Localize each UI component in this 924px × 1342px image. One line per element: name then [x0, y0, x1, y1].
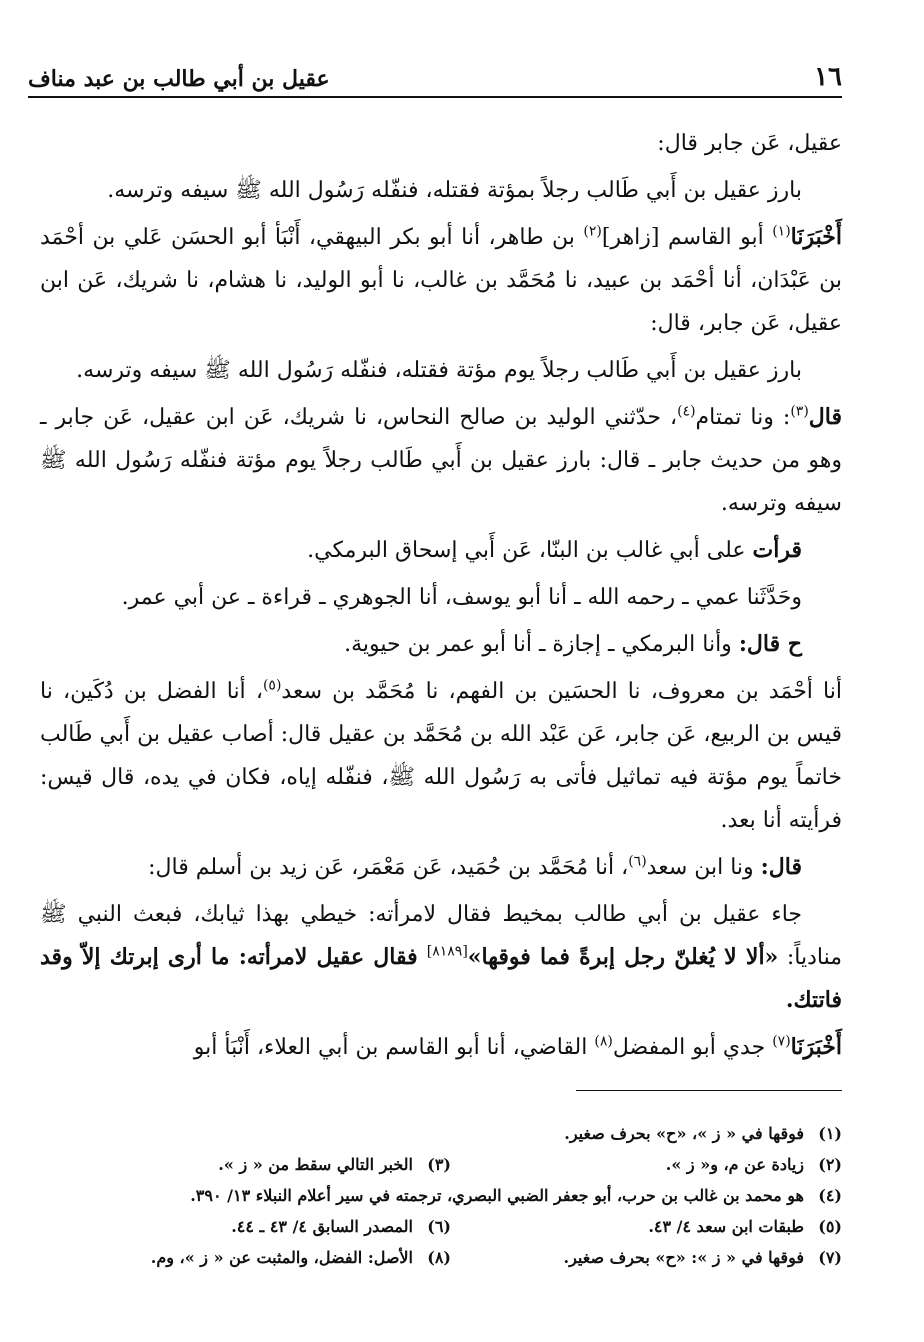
paragraph [40, 670, 842, 842]
paragraph [40, 529, 842, 572]
footnote [564, 1118, 842, 1149]
paragraph [40, 576, 842, 619]
footnote-row [60, 1149, 842, 1180]
footnote-number: (٣) [427, 1155, 451, 1174]
paragraph-text: ، أنا مُحَمَّد بن حُمَيد، عَن مَعْمَر، عَن زيد بن أسلم قال: [148, 855, 629, 880]
footnote-number: (١) [818, 1124, 842, 1143]
hadith-quote: «ألا لا يُغلنّ رجل إبرةً فما فوقها» [467, 944, 779, 970]
footnote-text: فوقها في « ز »: «ح» بحرف صغير. [563, 1248, 804, 1267]
footnote-marker: (٥) [262, 677, 282, 694]
footnote-row [60, 1180, 842, 1211]
footnote-row [60, 1242, 842, 1273]
footnote [451, 1211, 842, 1242]
footnote-text: فوقها في « ز »، «ح» بحرف صغير. [564, 1124, 804, 1143]
paragraph [40, 623, 842, 666]
paragraph-text: وحَدَّثَنا عمي ـ رحمه الله ـ أنا أبو يوسف، أنا الجوهري ـ قراءة ـ عن أبي عمر. [121, 585, 802, 610]
paragraph-text: وأنا البرمكي ـ إجازة ـ أنا أبو عمر بن حيوية. [344, 632, 739, 657]
footnote-number: (٢) [818, 1155, 842, 1174]
lead-word: قرأت [752, 537, 802, 563]
footnote-text: زيادة عن م، و« ز ». [665, 1155, 804, 1174]
lead-word: أَخْبَرَنَا [790, 1034, 842, 1060]
paragraph-text: على أبي غالب بن البنّا، عَن أَبي إسحاق البرمكي. [307, 538, 753, 563]
footnote-text: المصدر السابق ٤/ ٤٣ ـ ٤٤. [231, 1217, 413, 1236]
footnote-text: الأصل: الفضل، والمثبت عن « ز »، وم. [150, 1248, 413, 1267]
paragraph-text: ، حدّثني الوليد بن صالح النحاس، نا شريك، عَن ابن عقيل، عَن جابر ـ وهو من حديث جابر ـ قال: بارز عقيل بن أَبي طَالب رجلاً يوم مؤتة فنفّله رَسُول الله ﷺ سيفه وترسه. [40, 405, 842, 516]
footnote-marker: (١) [772, 223, 791, 240]
footnote-marker: (٨) [594, 1033, 613, 1050]
footnote [60, 1149, 451, 1180]
paragraph-text: جاء عقيل بن أبي طالب بمخيط فقال لامرأته: خيطي بهذا ثيابك، فبعث النبي ﷺ منادياً: [40, 902, 842, 970]
footnote-number: (٨) [427, 1248, 451, 1267]
running-title: عقيل بن أبي طالب بن عبد مناف [28, 66, 330, 92]
footnote [451, 1242, 842, 1273]
paragraph [40, 893, 842, 1022]
footnote-text: طبقات ابن سعد ٤/ ٤٣. [648, 1217, 804, 1236]
lead-word: قال: [760, 854, 802, 880]
page-number: ١٦ [814, 62, 842, 92]
paragraph-text: ونا ابن سعد [646, 855, 761, 880]
paragraph [40, 396, 842, 525]
paragraph-text: أنا أحْمَد بن معروف، نا الحسَين بن الفهم، نا مُحَمَّد بن سعد [281, 679, 842, 704]
footnote-marker: (٣) [790, 403, 809, 420]
footnote-number: (٦) [427, 1217, 451, 1236]
footnote-marker: (٧) [772, 1033, 791, 1050]
footnote [60, 1211, 451, 1242]
paragraph-text: ، أنا الفضل بن دُكَين، نا قيس بن الربيع، عَن جابر، عَن عَبْد الله بن مُحَمَّد بن عقيل قال: أصاب عقيل بن أَبي طَالب خاتماً يوم مؤتة فيه تماثيل فأتى به رَسُول الله ﷺ، فنفّله إياه، فكان في يده، قال قيس: فرأيته أنا بعد. [40, 679, 842, 833]
footnote-separator [576, 1090, 842, 1091]
page-header [28, 56, 842, 98]
footnote-marker: (٤) [677, 403, 696, 420]
paragraph [40, 846, 842, 889]
paragraph-text: أبو القاسم [زاهر] [601, 225, 773, 250]
footnote-text: الخبر التالي سقط من « ز ». [218, 1155, 413, 1174]
paragraph-text: جدي أبو المفضل [612, 1035, 773, 1060]
paragraph [40, 216, 842, 345]
paragraph-text: بارز عقيل بن أَبي طَالب رجلاً يوم مؤتة فقتله، فنفّله رَسُول الله ﷺ سيفه وترسه. [76, 358, 802, 383]
hadith-number: [٨١٨٩] [426, 943, 468, 960]
lead-word: قال [808, 404, 842, 430]
paragraph [40, 122, 842, 165]
footnote-number: (٧) [818, 1248, 842, 1267]
footnote-row [60, 1211, 842, 1242]
paragraph-text: : ونا تمتام [695, 405, 791, 430]
footnote-marker: (٢) [583, 223, 602, 240]
paragraph [40, 1026, 842, 1069]
paragraph-text: القاضي، أنا أبو القاسم بن أبي العلاء، أَنْبَأ أبو [193, 1035, 595, 1060]
footnote [451, 1149, 842, 1180]
footnote-row [60, 1118, 842, 1149]
paragraph-text: بارز عقيل بن أَبي طَالب رجلاً بمؤتة فقتله، فنفّله رَسُول الله ﷺ سيفه وترسه. [107, 178, 802, 203]
bold-text: فقال عقيل لامرأته: ما أرى إبرتك إلاّ وقد فاتتك. [40, 944, 842, 1013]
paragraph [40, 349, 842, 392]
footnote-marker: (٦) [628, 853, 647, 870]
paragraph-text: عقيل، عَن جابر قال: [657, 131, 842, 156]
footnote-number: (٤) [818, 1186, 842, 1205]
main-text [40, 122, 842, 1073]
lead-word: أَخْبَرَنَا [790, 224, 842, 250]
footnote [190, 1180, 842, 1211]
lead-word: ح قال: [738, 631, 802, 657]
footnote-text: هو محمد بن غالب بن حرب، أبو جعفر الضبي البصري، ترجمته في سير أعلام النبلاء ١٣/ ٣٩٠. [190, 1186, 804, 1205]
footnote [60, 1242, 451, 1273]
footnote-number: (٥) [818, 1217, 842, 1236]
footnotes [60, 1118, 842, 1273]
paragraph [40, 169, 842, 212]
paragraph-text: بن طاهر، أنا أبو بكر البيهقي، أَنْبَأ أبو الحسَن عَلي بن أحْمَد بن عَبْدَان، أنا أحْمَد بن عبيد، نا مُحَمَّد بن غالب، نا أبو الوليد، نا هشام، نا شريك، عَن ابن عقيل، عَن جابر، قال: [40, 225, 842, 336]
